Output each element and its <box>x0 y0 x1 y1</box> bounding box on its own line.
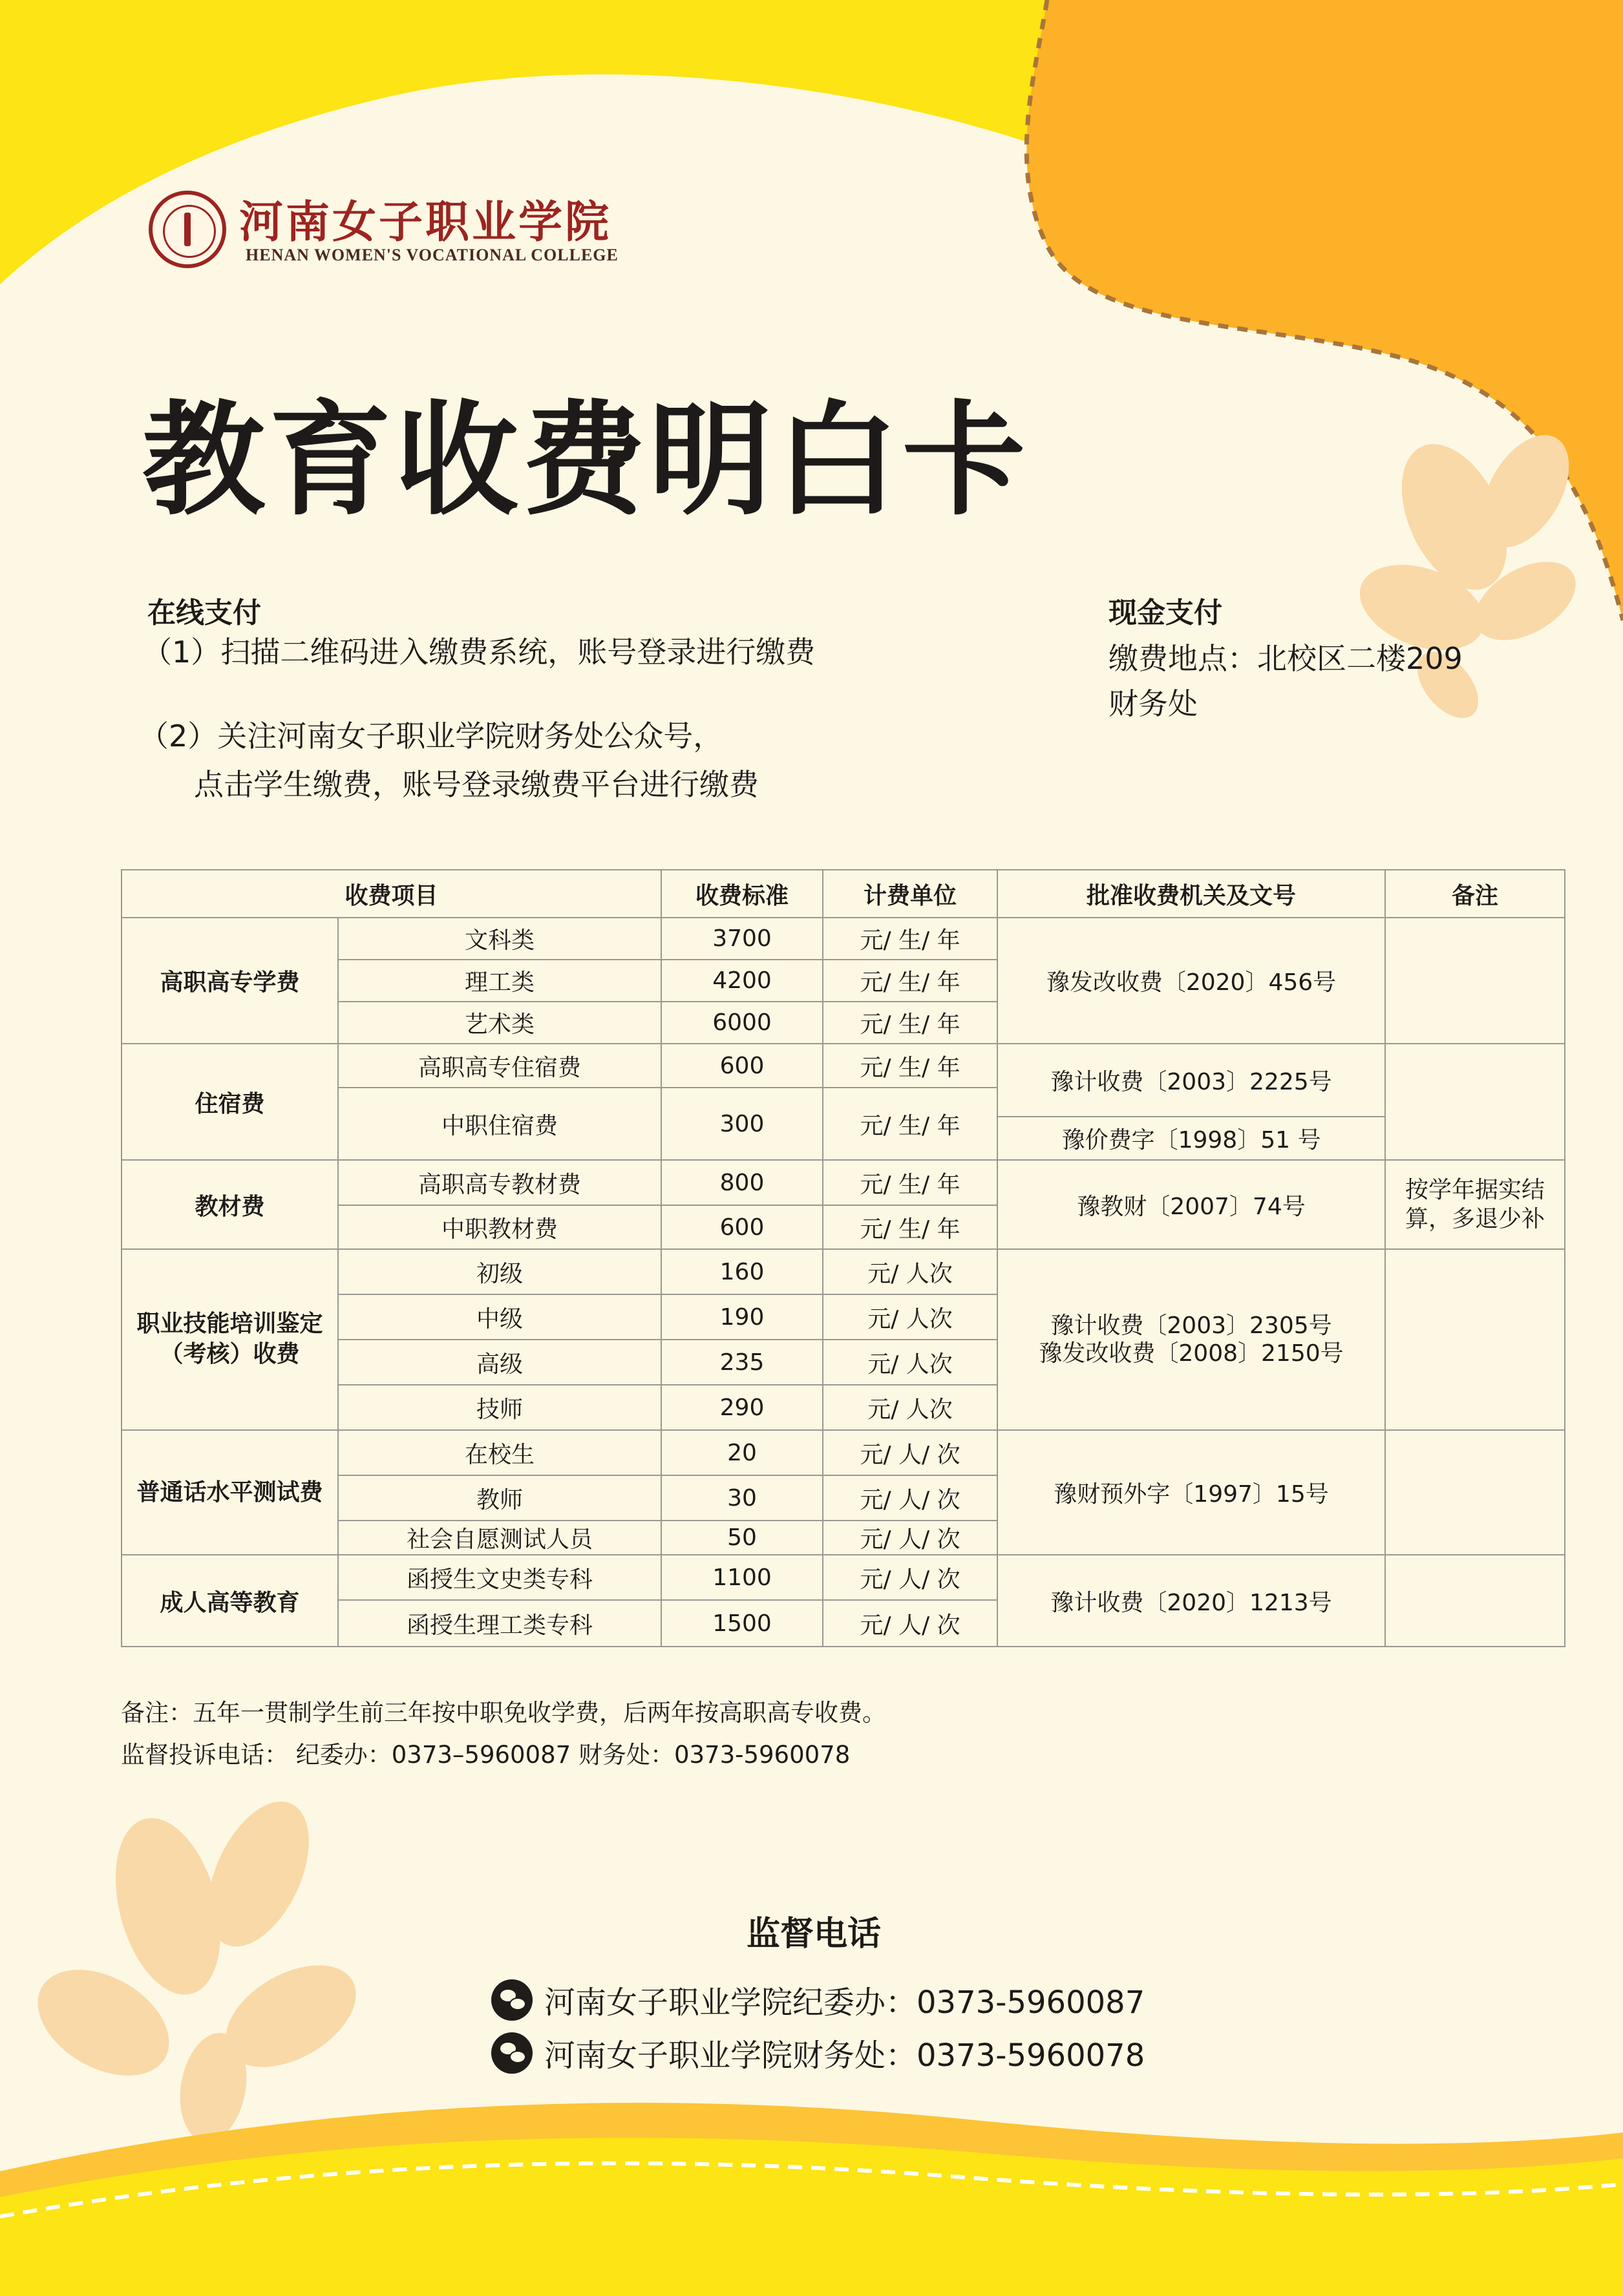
remark-cell <box>1385 1249 1565 1430</box>
standard-cell: 20 <box>661 1430 823 1475</box>
unit-cell: 元/ 人/ 次 <box>823 1600 997 1647</box>
note-five-year-program: 备注：五年一贯制学生前三年按中职免收学费，后两年按高职高专收费。 <box>121 1699 886 1727</box>
header-fee-item: 收费项目 <box>122 870 661 918</box>
item-cell: 在校生 <box>338 1430 661 1475</box>
approval-cell: 豫教财〔2007〕74号 <box>997 1160 1385 1249</box>
standard-cell: 3700 <box>661 918 823 960</box>
online-payment-step-1: （1）扫描二维码进入缴费系统，账号登录进行缴费 <box>142 635 816 669</box>
item-cell: 艺术类 <box>338 1002 661 1044</box>
unit-cell: 元/ 人/ 次 <box>823 1475 997 1521</box>
standard-cell: 1500 <box>661 1600 823 1647</box>
logo-name-en: HENAN WOMEN'S VOCATIONAL COLLEGE <box>246 246 619 264</box>
category-cell: 住宿费 <box>122 1044 338 1160</box>
remark-cell <box>1385 1555 1565 1647</box>
item-cell: 高职高专教材费 <box>338 1160 661 1205</box>
approval-line: 豫计收费〔2003〕2305号 <box>1050 1312 1332 1339</box>
table-row <box>122 1555 1565 1600</box>
standard-cell: 4200 <box>661 960 823 1002</box>
cash-payment-location: 缴费地点：北校区二楼209 <box>1109 641 1463 676</box>
item-cell: 中级 <box>338 1294 661 1340</box>
item-cell: 高级 <box>338 1340 661 1385</box>
category-cell: 高职高专学费 <box>122 918 338 1044</box>
unit-cell: 元/ 人次 <box>823 1249 997 1294</box>
supervision-line-finance <box>491 2030 1145 2075</box>
standard-cell: 600 <box>661 1205 823 1249</box>
cash-payment-office: 财务处 <box>1109 686 1198 721</box>
unit-cell: 元/ 人/ 次 <box>823 1430 997 1475</box>
online-payment-step-2-line-1: （2）关注河南女子职业学院财务处公众号， <box>139 719 723 753</box>
unit-cell: 元/ 生/ 年 <box>823 1002 997 1044</box>
table-row <box>122 1249 1565 1294</box>
remark-cell: 按学年据实结算，多退少补 <box>1385 1160 1565 1249</box>
standard-cell: 50 <box>661 1521 823 1555</box>
category-cell: 职业技能培训鉴定（考核）收费 <box>122 1249 338 1430</box>
table-row <box>122 1044 1565 1088</box>
supervision-heading: 监督电话 <box>747 1915 882 1954</box>
item-cell: 函授生理工类专科 <box>338 1600 661 1647</box>
category-cell: 成人高等教育 <box>122 1555 338 1647</box>
standard-cell: 6000 <box>661 1002 823 1044</box>
table-header-row <box>122 870 1565 918</box>
table-row <box>122 1430 1565 1475</box>
logo-name-cn: 河南女子职业学院 <box>239 196 612 248</box>
standard-cell: 290 <box>661 1385 823 1430</box>
online-payment-heading: 在线支付 <box>147 596 261 629</box>
header-remark: 备注 <box>1385 870 1565 918</box>
note-complaint-phones: 监督投诉电话： 纪委办：0373–5960087 财务处：0373-5960078 <box>121 1741 851 1769</box>
item-cell: 中职教材费 <box>338 1205 661 1249</box>
approval-line: 豫发改收费〔2008〕2150号 <box>1039 1340 1344 1367</box>
fee-table <box>121 869 1565 1647</box>
unit-cell: 元/ 人/ 次 <box>823 1521 997 1555</box>
unit-cell: 元/ 生/ 年 <box>823 1088 997 1160</box>
table-row <box>122 1160 1565 1205</box>
unit-cell: 元/ 生/ 年 <box>823 918 997 960</box>
header-approval: 批准收费机关及文号 <box>997 870 1385 918</box>
unit-cell: 元/ 生/ 年 <box>823 960 997 1002</box>
unit-cell: 元/ 人/ 次 <box>823 1555 997 1600</box>
college-logo <box>149 187 619 278</box>
college-seal-icon <box>149 191 226 268</box>
header-fee-standard: 收费标准 <box>661 870 823 918</box>
standard-cell: 600 <box>661 1044 823 1088</box>
item-cell: 技师 <box>338 1385 661 1430</box>
category-cell: 教材费 <box>122 1160 338 1249</box>
cash-payment-heading: 现金支付 <box>1109 596 1222 629</box>
wechat-icon <box>491 2032 533 2074</box>
approval-cell <box>997 1249 1385 1430</box>
remark-cell <box>1385 1430 1565 1555</box>
online-payment-step-2-line-2: 点击学生缴费，账号登录缴费平台进行缴费 <box>194 767 759 802</box>
standard-cell: 1100 <box>661 1555 823 1600</box>
supervision-line-discipline <box>491 1977 1145 2022</box>
unit-cell: 元/ 生/ 年 <box>823 1160 997 1205</box>
standard-cell: 800 <box>661 1160 823 1205</box>
item-cell: 理工类 <box>338 960 661 1002</box>
page-title: 教育收费明白卡 <box>142 389 1030 532</box>
supervision-text: 河南女子职业学院财务处：0373-5960078 <box>544 2038 1145 2074</box>
table-row <box>122 918 1565 960</box>
unit-cell: 元/ 人次 <box>823 1294 997 1340</box>
standard-cell: 300 <box>661 1088 823 1160</box>
standard-cell: 30 <box>661 1475 823 1521</box>
unit-cell: 元/ 生/ 年 <box>823 1044 997 1088</box>
approval-cell: 豫财预外字〔1997〕15号 <box>997 1430 1385 1555</box>
approval-cell: 豫价费字〔1998〕51 号 <box>997 1117 1385 1160</box>
remark-cell <box>1385 1044 1565 1160</box>
approval-cell: 豫发改收费〔2020〕456号 <box>997 918 1385 1044</box>
item-cell: 函授生文史类专科 <box>338 1555 661 1600</box>
item-cell: 初级 <box>338 1249 661 1294</box>
approval-cell: 豫计收费〔2020〕1213号 <box>997 1555 1385 1647</box>
supervision-text: 河南女子职业学院纪委办：0373-5960087 <box>544 1985 1145 2021</box>
standard-cell: 235 <box>661 1340 823 1385</box>
header-fee-unit: 计费单位 <box>823 870 997 918</box>
wechat-icon <box>491 1979 533 2021</box>
unit-cell: 元/ 生/ 年 <box>823 1205 997 1249</box>
standard-cell: 160 <box>661 1249 823 1294</box>
item-cell: 文科类 <box>338 918 661 960</box>
category-cell: 普通话水平测试费 <box>122 1430 338 1555</box>
item-cell: 教师 <box>338 1475 661 1521</box>
approval-cell: 豫计收费〔2003〕2225号 <box>997 1044 1385 1117</box>
remark-cell <box>1385 918 1565 1044</box>
item-cell: 社会自愿测试人员 <box>338 1521 661 1555</box>
item-cell: 中职住宿费 <box>338 1088 661 1160</box>
standard-cell: 190 <box>661 1294 823 1340</box>
item-cell: 高职高专住宿费 <box>338 1044 661 1088</box>
unit-cell: 元/ 人次 <box>823 1385 997 1430</box>
unit-cell: 元/ 人次 <box>823 1340 997 1385</box>
